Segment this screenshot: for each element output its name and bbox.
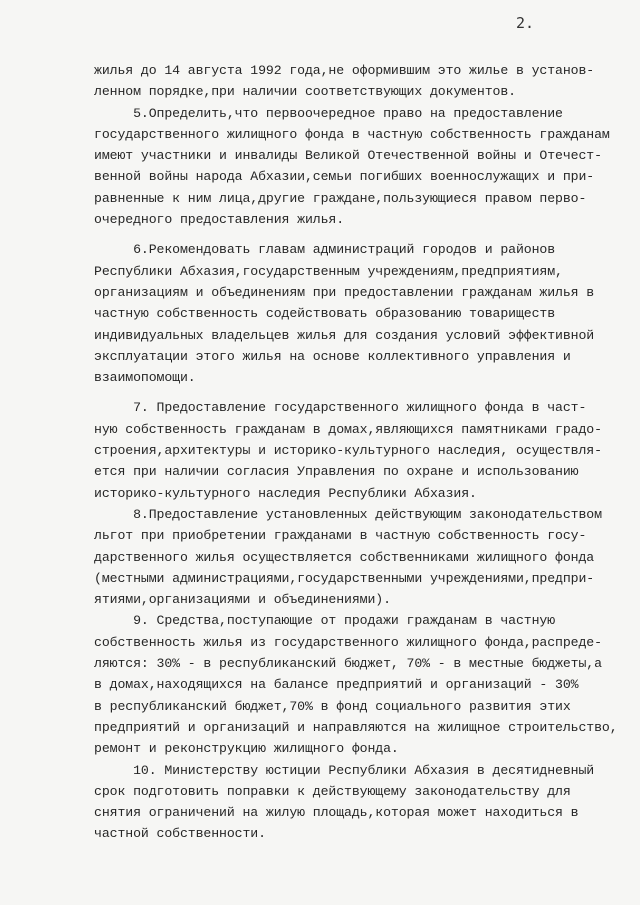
text-line: ляются: 30% - в республиканский бюджет, 70% - в местные бюджеты,а [94,656,602,672]
text-line: ную собственность гражданам в домах,являющихся памятниками градо- [94,421,602,437]
paragraph-5 [94,103,610,231]
text-line: взаимопомощи. [94,370,196,386]
text-line: срок подготовить поправки к действующему законодательству для [94,783,571,799]
paragraph-gap [94,230,600,239]
paragraph-9 [94,610,618,759]
text-line: очередного предоставления жилья. [94,212,345,228]
page-number: 2. [516,14,535,32]
text-line: ется при наличии согласия Управления по охране и использованию [94,464,579,480]
text-line: снятия ограничений на жилую площадь,которая может находиться в [94,805,579,821]
text-line: имеют участники и инвалиды Великой Отечественной войны и Отечест- [94,148,602,164]
paragraph-10 [94,760,600,845]
paragraph-7 [94,397,600,503]
text-line: строения,архитектуры и историко-культурного наследия, осуществля- [94,443,602,459]
text-line: ремонт и реконструкцию жилищного фонда. [94,741,399,757]
text-line: частной собственности. [94,826,266,842]
text-line: эксплуатации этого жилья на основе коллективного управления и [94,348,571,364]
text-line: 5.Определить,что первоочередное право на предоставление [94,105,563,121]
text-line: Республики Абхазия,государственным учреждениям,предприятиям, [94,263,563,279]
text-line: 10. Министерству юстиции Республики Абхазия в десятидневный [94,762,595,778]
text-line: организациям и объединениям при предоставлении гражданам жилья в [94,284,595,300]
text-line: индивидуальных владельцев жилья для создания условий эффективной [94,327,595,343]
text-line: в домах,находящихся на балансе предприятий и организаций - 30% [94,677,579,693]
text-line: 9. Средства,поступающие от продажи гражданам в частную [94,613,556,629]
text-line: льгот при приобретении гражданами в частную собственность госу- [94,528,587,544]
text-line: предприятий и организаций и направляются на жилищное строительство, [94,719,618,735]
text-line: 6.Рекомендовать главам администраций городов и районов [94,242,556,258]
text-line: частную собственность содействовать образованию товариществ [94,306,556,322]
text-line: историко-культурного наследия Республики Абхазия. [94,485,477,501]
text-line: ятиями,организациями и объединениями). [94,592,391,608]
text-line: жилья до 14 августа 1992 года,не оформившим это жилье в установ- [94,63,595,78]
document-body [94,60,618,845]
paragraph-6 [94,239,600,388]
text-line: венной войны народа Абхазии,семьи погибших военнослужащих и при- [94,169,595,185]
text-line: 7. Предоставление государственного жилищного фонда в част- [94,400,587,416]
text-line: в республиканский бюджет,70% в фонд социального развития этих [94,698,571,714]
paragraph-continuation [94,60,600,103]
text-line: государственного жилищного фонда в частную собственность гражданам [94,126,610,142]
text-line: собственность жилья из государственного жилищного фонда,распреде- [94,634,602,650]
paragraph-8 [94,504,600,610]
text-line: 8.Предоставление установленных действующим законодательством [94,506,602,522]
text-line: равненные к ним лица,другие граждане,пользующиеся правом перво- [94,190,587,206]
text-line: дарственного жилья осуществляется собственниками жилищного фонда [94,549,595,565]
text-line: (местными администрациями,государственными учреждениями,предпри- [94,570,595,586]
text-line: ленном порядке,при наличии соответствующих документов. [94,84,516,100]
paragraph-gap [94,388,600,397]
